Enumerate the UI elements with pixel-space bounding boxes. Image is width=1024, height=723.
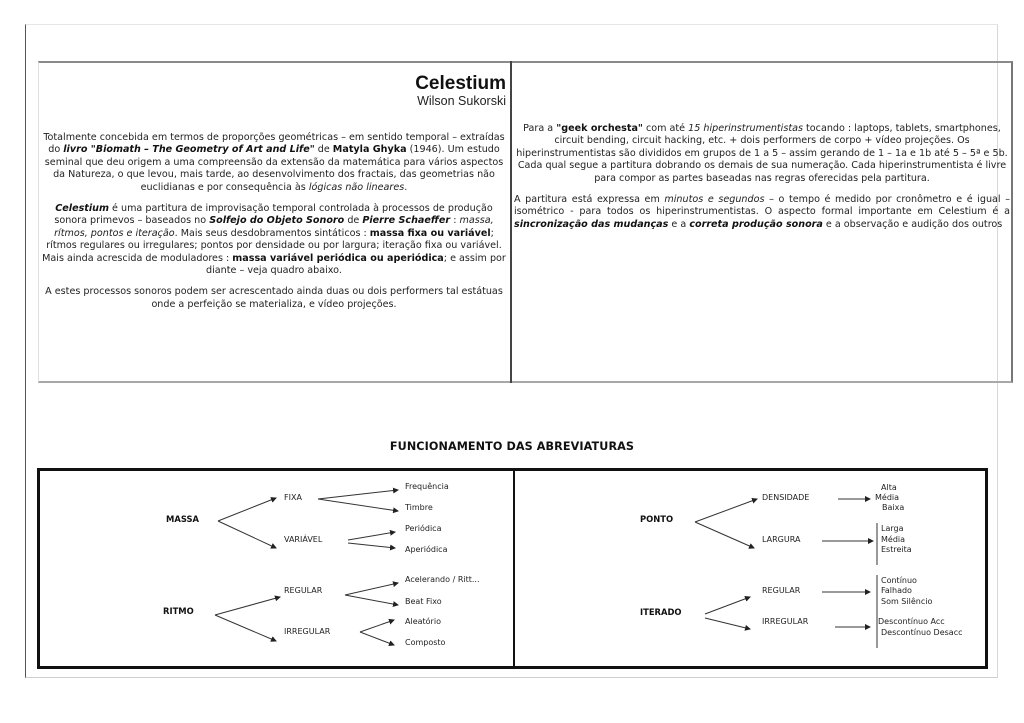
text: .: [404, 181, 408, 193]
root-ponto: PONTO: [640, 514, 674, 524]
intro-paragraph-3: A estes processos sonoros podem ser acrescentado ainda duas ou dois performers tal estátuas onde a perfeição se materializa, e vídeo projeções.: [45, 286, 503, 310]
emphasis: massa variável periódica ou aperiódica: [232, 252, 444, 264]
branch-densidade: DENSIDADE: [762, 493, 810, 502]
document-title: Celestium: [415, 73, 506, 94]
text: ; rítmos regulares ou irregulares; pontos por densidade ou por largura; iteração fixa ou variável. Mais ainda acrescida de moduladores :: [42, 227, 502, 264]
branch-irregular: IRREGULAR: [284, 627, 331, 636]
score-paragraph: [514, 194, 1010, 231]
leaf: Acelerando / Ritt...: [405, 575, 480, 584]
intro-paragraph-2: [40, 203, 508, 277]
text: com até: [642, 123, 689, 134]
emphasis: minutos e segundos: [664, 194, 765, 206]
branch-largura: LARGURA: [762, 535, 801, 544]
column-divider: [510, 61, 512, 383]
text: Para a: [523, 123, 557, 134]
branch-regular: REGULAR: [762, 586, 801, 595]
leaf: Média: [881, 535, 906, 544]
leaf: Aperiódica: [405, 545, 448, 554]
author-name: Matyla Ghyka: [332, 144, 407, 156]
text: de: [344, 215, 363, 227]
section-heading: FUNCIONAMENTO DAS ABREVIATURAS: [389, 440, 635, 453]
text: de: [314, 144, 333, 156]
leaf: Falhado: [881, 586, 912, 595]
text: – o tempo é medido por cronômetro e é igual – isométrico - para todos os hiperinstrumentistas. O aspecto formal importante em Celestium é a: [514, 194, 1010, 218]
emphasis: "geek orchesta": [556, 123, 643, 134]
title-block: [40, 74, 508, 109]
text: . Mais seus desdobramentos sintáticos :: [174, 227, 370, 239]
branch-irregular: IRREGULAR: [762, 617, 809, 626]
text: Totalmente concebida em termos de proporções geométricas – em sentido temporal – extraídas do: [43, 132, 505, 156]
intro-paragraph-1: [40, 132, 508, 194]
text: ; e assim por diante – veja quadro abaixo.: [206, 252, 506, 277]
author-name: Pierre Schaeffer: [362, 215, 451, 227]
work-title: Celestium: [55, 203, 109, 215]
text: e a observação e audição dos outros: [822, 218, 1003, 230]
book-title: livro "Biomath – The Geometry of Art and Life": [63, 144, 315, 156]
leaf: Média: [875, 493, 900, 502]
branch-fixa: FIXA: [284, 493, 302, 502]
text: tocando : laptops, tablets, smartphones, circuit bending, circuit hacking, etc. + dois performers de corpo + vídeo projeções. Os hiperinstrumentistas são divididos em grupos de 1 a 5 – assim gerando de 1 – 1a e 1b até 5 – 5ª e 5b. Cada qual segue a partitura dobrando os demais de sua numeração. Cada hiperinstrumentista é livre para compor as partes baseadas nas regras oferecidas pela partitura.: [516, 123, 1008, 184]
right-column: [514, 123, 1010, 231]
leaf: Composto: [405, 638, 446, 647]
leaf: Aleatório: [405, 617, 441, 626]
leaf: Estreita: [881, 545, 912, 554]
emphasis: massa, rítmos, pontos e iteração: [54, 215, 494, 239]
emphasis: Solfejo do Objeto Sonoro: [209, 215, 345, 227]
leaf: Beat Fixo: [405, 597, 442, 606]
left-column: [40, 74, 508, 311]
branch-variavel: VARIÁVEL: [284, 535, 323, 544]
abbreviations-divider: [513, 468, 515, 669]
root-ritmo: RITMO: [163, 606, 194, 616]
leaf: Frequência: [405, 482, 449, 491]
emphasis: 15 hiperinstrumentistas: [688, 123, 803, 134]
emphasis: massa fixa ou variável: [369, 227, 491, 239]
leaf: Timbre: [405, 503, 433, 512]
leaf: Contínuo: [881, 576, 917, 585]
text: :: [450, 215, 460, 227]
leaf: Larga: [881, 524, 904, 533]
orchestra-paragraph: [514, 123, 1010, 185]
leaf: Periódica: [405, 524, 442, 533]
text: A partitura está expressa em: [514, 194, 665, 206]
leaf: Alta: [881, 483, 897, 492]
leaf: Descontínuo Desacc: [881, 628, 963, 637]
leaf: Baixa: [882, 503, 905, 512]
branch-regular: REGULAR: [284, 586, 323, 595]
root-iterado: ITERADO: [640, 607, 682, 617]
text: (1946). Um estudo seminal que deu origem a uma compreensão da extensão da matemática para vários aspectos da Natureza, o que levou, mais tarde, ao desenvolvimento dos fractais, das geometrias não euclidianas e por consequência às: [44, 144, 504, 193]
leaf: Descontínuo Acc: [878, 617, 945, 626]
text: e a: [668, 218, 690, 230]
emphasis: lógicas não lineares: [308, 181, 405, 193]
document-author: Wilson Sukorski: [417, 94, 506, 108]
emphasis: correta produção sonora: [689, 218, 823, 230]
text: é uma partitura de improvisação temporal controlada à processos de produção sonora primevos – baseados no: [54, 203, 493, 227]
root-massa: MASSA: [166, 514, 199, 524]
leaf: Som Silêncio: [881, 597, 933, 606]
emphasis: sincronização das mudanças: [514, 218, 669, 230]
